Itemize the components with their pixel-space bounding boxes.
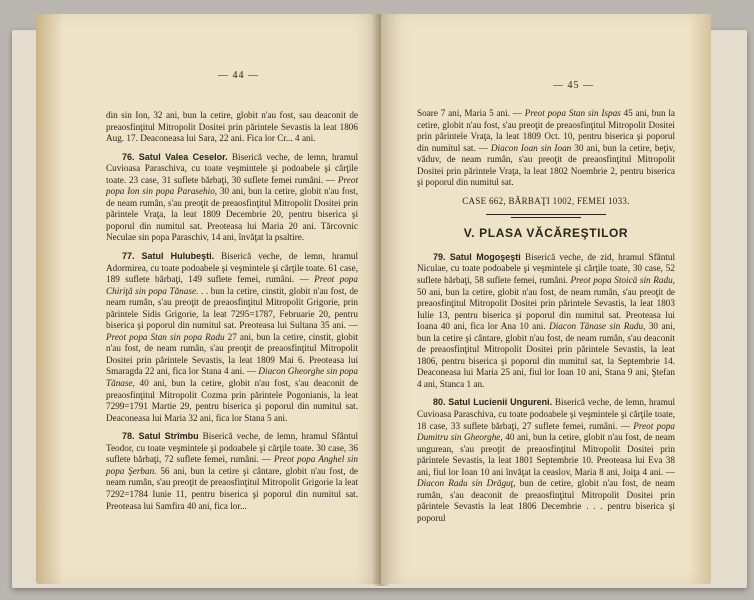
page-number-left: — 44 — bbox=[218, 70, 259, 81]
village-name: Satul Mogoşeşti bbox=[449, 251, 521, 262]
entry-number: 77. bbox=[122, 251, 135, 262]
section-divider bbox=[486, 214, 606, 215]
entry-text: 30 ani, bun la cetire, globit n'au fost, de neam rumân, s'au preoţit de preaosfinţitul Mitropolit Dositei prin părintele Vraţa, la leat 1809 Decembrie 20, pentru biserica şi poporul din numitul sat. Preoteasa lui Maria 20 ani. Tărcovnic Neculae sin popa Paraschiv, 14 ani, învăţat la psaltire. bbox=[106, 186, 358, 243]
left-page bbox=[36, 14, 381, 584]
priest-name: Preot popa Dumitru sin Gheorghe, bbox=[417, 420, 676, 443]
entry-number: 80. bbox=[433, 397, 446, 408]
right-intro-paragraph bbox=[417, 108, 675, 189]
deacon-name: Diacon Radu sin Drăguţ, bbox=[417, 478, 516, 489]
section-divider-short bbox=[511, 217, 581, 218]
entry-77 bbox=[106, 251, 358, 424]
entry-text: 30 ani, bun la cetire şi cântare, globit n'au fost, de neam rumân, s'au deaconit de preaosfinţitul Mitropolit Dositei prin părintele Sevastis, la leat 1806, pentru biserica şi poporul din numitul sat, la Septembrie 14. Deaconeasa lui Maria 25 ani, fiul lor Ioan 10 ani, Stana 9 ani, Ştefan 4 ani, Stanca 1 an. bbox=[417, 321, 675, 389]
entry-78 bbox=[106, 431, 358, 512]
entry-text: Soare 7 ani, Maria 5 ani. — bbox=[417, 108, 525, 118]
entry-76 bbox=[106, 152, 358, 244]
entry-text: bun de cetire, globit n'au fost, de neam rumân, s'au deaconit de preaosfinţitul Mitropolit Dositei prin părintele Sevastis la leat 1806 Decembrie . . . pentru biserica şi poporul bbox=[417, 478, 675, 523]
entry-text: Biserică veche, de lemn, hramul Sfântul Teodor, cu toate veşmintele şi podoabele şi cărţile toate. 30 case, 36 suflete bărbaţi, 72 suflete femei, rumâni. — bbox=[106, 431, 358, 465]
village-name: Satul Lucienii Ungureni. bbox=[448, 397, 553, 408]
right-page-text bbox=[417, 108, 675, 532]
entry-text: Biserică veche, de lemn, hramul Adormirea, cu toate podoabele şi veşmintele şi cărţile toate. 61 case, 189 suflete bărbaţi, 149 suflete femei, rumâni. — bbox=[106, 251, 359, 285]
section-heading: V. PLASA VĂCĂREŞTILOR bbox=[463, 226, 629, 241]
village-name: Satul Hulubeşti. bbox=[141, 251, 215, 262]
priest-name: Preot popa Chiriţă sin popa Tănase bbox=[106, 274, 358, 296]
entry-text: . . . bun la cetire, cinstit, globit n'au fost, de neam rumân, s'au preoţit de preaosfinţitul Mitropolit Grigorie, prin părintele Sidis Grigorie, la leat 7295=1787, Februarie 20, pentru biserica şi poporul din numitul sat. Preoteasa lui Sultana 35 ani. — bbox=[106, 285, 358, 331]
priest-name: Preot popa Stoică sin Radu, bbox=[570, 275, 675, 286]
priest-name: Preot popa Stan sin popa Radu bbox=[106, 331, 225, 342]
district-totals: CASE 662, BĂRBAŢI 1002, FEMEI 1033. bbox=[462, 195, 630, 206]
entry-text: Biserică veche, de zid, hramul Sfântul Niculae, cu toate podoabele şi veşmintele şi cărţile toate, 30 case, 52 suflete bărbaţi, 58 suflete femei, rumâni. bbox=[417, 251, 675, 286]
deacon-name: Diacon Ioan sin Ioan bbox=[490, 142, 572, 153]
book-spread bbox=[36, 14, 716, 594]
entry-text: 56 ani, bun la cetire şi cântare, globit n'au fost, de neam rumân, s'au preoţit de preaosfinţitul Mitropolit Grigorie la leat 7292=1784 Iunie 11, pentru biserica şi poporul din numitul sat. Preoteasa lui Samfira 40 ani, fica lor... bbox=[106, 465, 358, 511]
left-intro-paragraph: din sin Ion, 32 ani, bun la cetire, globit n'au fost, sau deaconit de preaosfinţitul Mitropolit Dositei prin părintele Sevastis la leat 1806 Aug. 17. Deaconeasa lui Sara, 22 ani. Fica lor Cr... 4 ani. bbox=[106, 110, 358, 144]
page-number-right: — 45 — bbox=[553, 80, 594, 91]
entry-number: 79. bbox=[433, 251, 446, 262]
deacon-name: Diacon Tănase sin Radu, bbox=[549, 321, 646, 332]
entry-text: 40 ani, bun la cetire, globit n'au fost, s'au deaconit de preaosfinţitul Mitropolit Cozma prin părintele Pogonianis, la leat 7299=1791 Martie 29, pentru biserica şi poporul din numitul sat. Deaconeasa lui Maria 32 ani, fica lor Stana 5 ani. bbox=[106, 378, 358, 423]
entry-text: 40 ani, bun la cetire, globit n'au fost, de neam ungurean, s'au preoţit de preaosfinţitul Mitropolit Dositei prin părintele Sevastis, la leat 1801 Septembrie 10. Preoteasa lui Eva 38 ani, fiul lor Ioan 10 ani învăţat la ceaslov, Maria 8 ani, Joiţa 4 ani. — bbox=[417, 432, 676, 477]
priest-name: Preot popa Ion sin popa Parasehio, bbox=[106, 174, 358, 197]
entry-text: Biserică veche, de lemn, hramul Cuvioasa Paraschiva, cu toate veşmintele şi podoabele şi cărţile toate. 23 case, 31 suflete bărbaţi, 30 suflete femei rumâni. — bbox=[106, 151, 358, 185]
entry-79 bbox=[417, 252, 675, 391]
entry-80 bbox=[417, 397, 675, 524]
priest-name: Preot popa Anghel sin popa Şerban. bbox=[106, 454, 358, 476]
deacon-name: Diacon Gheorghe sin popa Tănase, bbox=[106, 366, 358, 389]
entry-text: 30 ani, bun la cetire, beţiv, văduv, de neam rumân, s'au preoţit de preaosfinţitul Mitropolit Dositei prin părintele Vraţa, la leat 1802 Noembrie 2, pentru biserica şi poporul din numitul sat. bbox=[417, 142, 676, 188]
village-name: Satul Strîmbu bbox=[138, 431, 199, 442]
right-page bbox=[381, 14, 711, 584]
entry-text: 27 ani, bun la cetire, cinstit, globit n'au fost, de neam rumân, s'au preoţit de preaosfinţitul Mitropolit Dositei prin părintele Sevastis, la leat 1809 Mai 6. Preoteasa lui Smaragda 22 ani, fica lor Stana 4 ani. — bbox=[106, 331, 358, 377]
village-name: Satul Valea Ceselor. bbox=[138, 151, 228, 162]
priest-name: Preot popa Stan sin Ispas bbox=[524, 108, 621, 118]
entry-text: Biserică veche, de lemn, hramul Cuvioasa Paraschiva, cu toate podoabele şi veşmintele şi cărţile toate, 18 case, 33 suflete bărbaţi, 27 suflete femei, rumâni. — bbox=[417, 397, 675, 431]
entry-text: 45 ani, bun la cetire, globit n'au fost, s'au preoţit de preaosfinţitul Mitropolit Dositei prin părintele Vraţa, la leat 1809 Oct. 10, pentru biserica şi poporul din numitul sat. — bbox=[417, 108, 675, 153]
left-page-text bbox=[106, 110, 358, 519]
entry-text: 50 ani, bun la cetire, globit n'au fost, de neam rumân, s'au preoţit de preaosfinţitul Mitropolit Dositei prin părintele Sevastis, la leat 1803 Iulie 13, pentru biserica şi poporul din numitul sat. Preoteasa lui Ioana 40 ani, fica lor Ana 10 ani. bbox=[417, 286, 675, 332]
entry-number: 76. bbox=[122, 151, 135, 162]
entry-number: 78. bbox=[122, 431, 135, 442]
